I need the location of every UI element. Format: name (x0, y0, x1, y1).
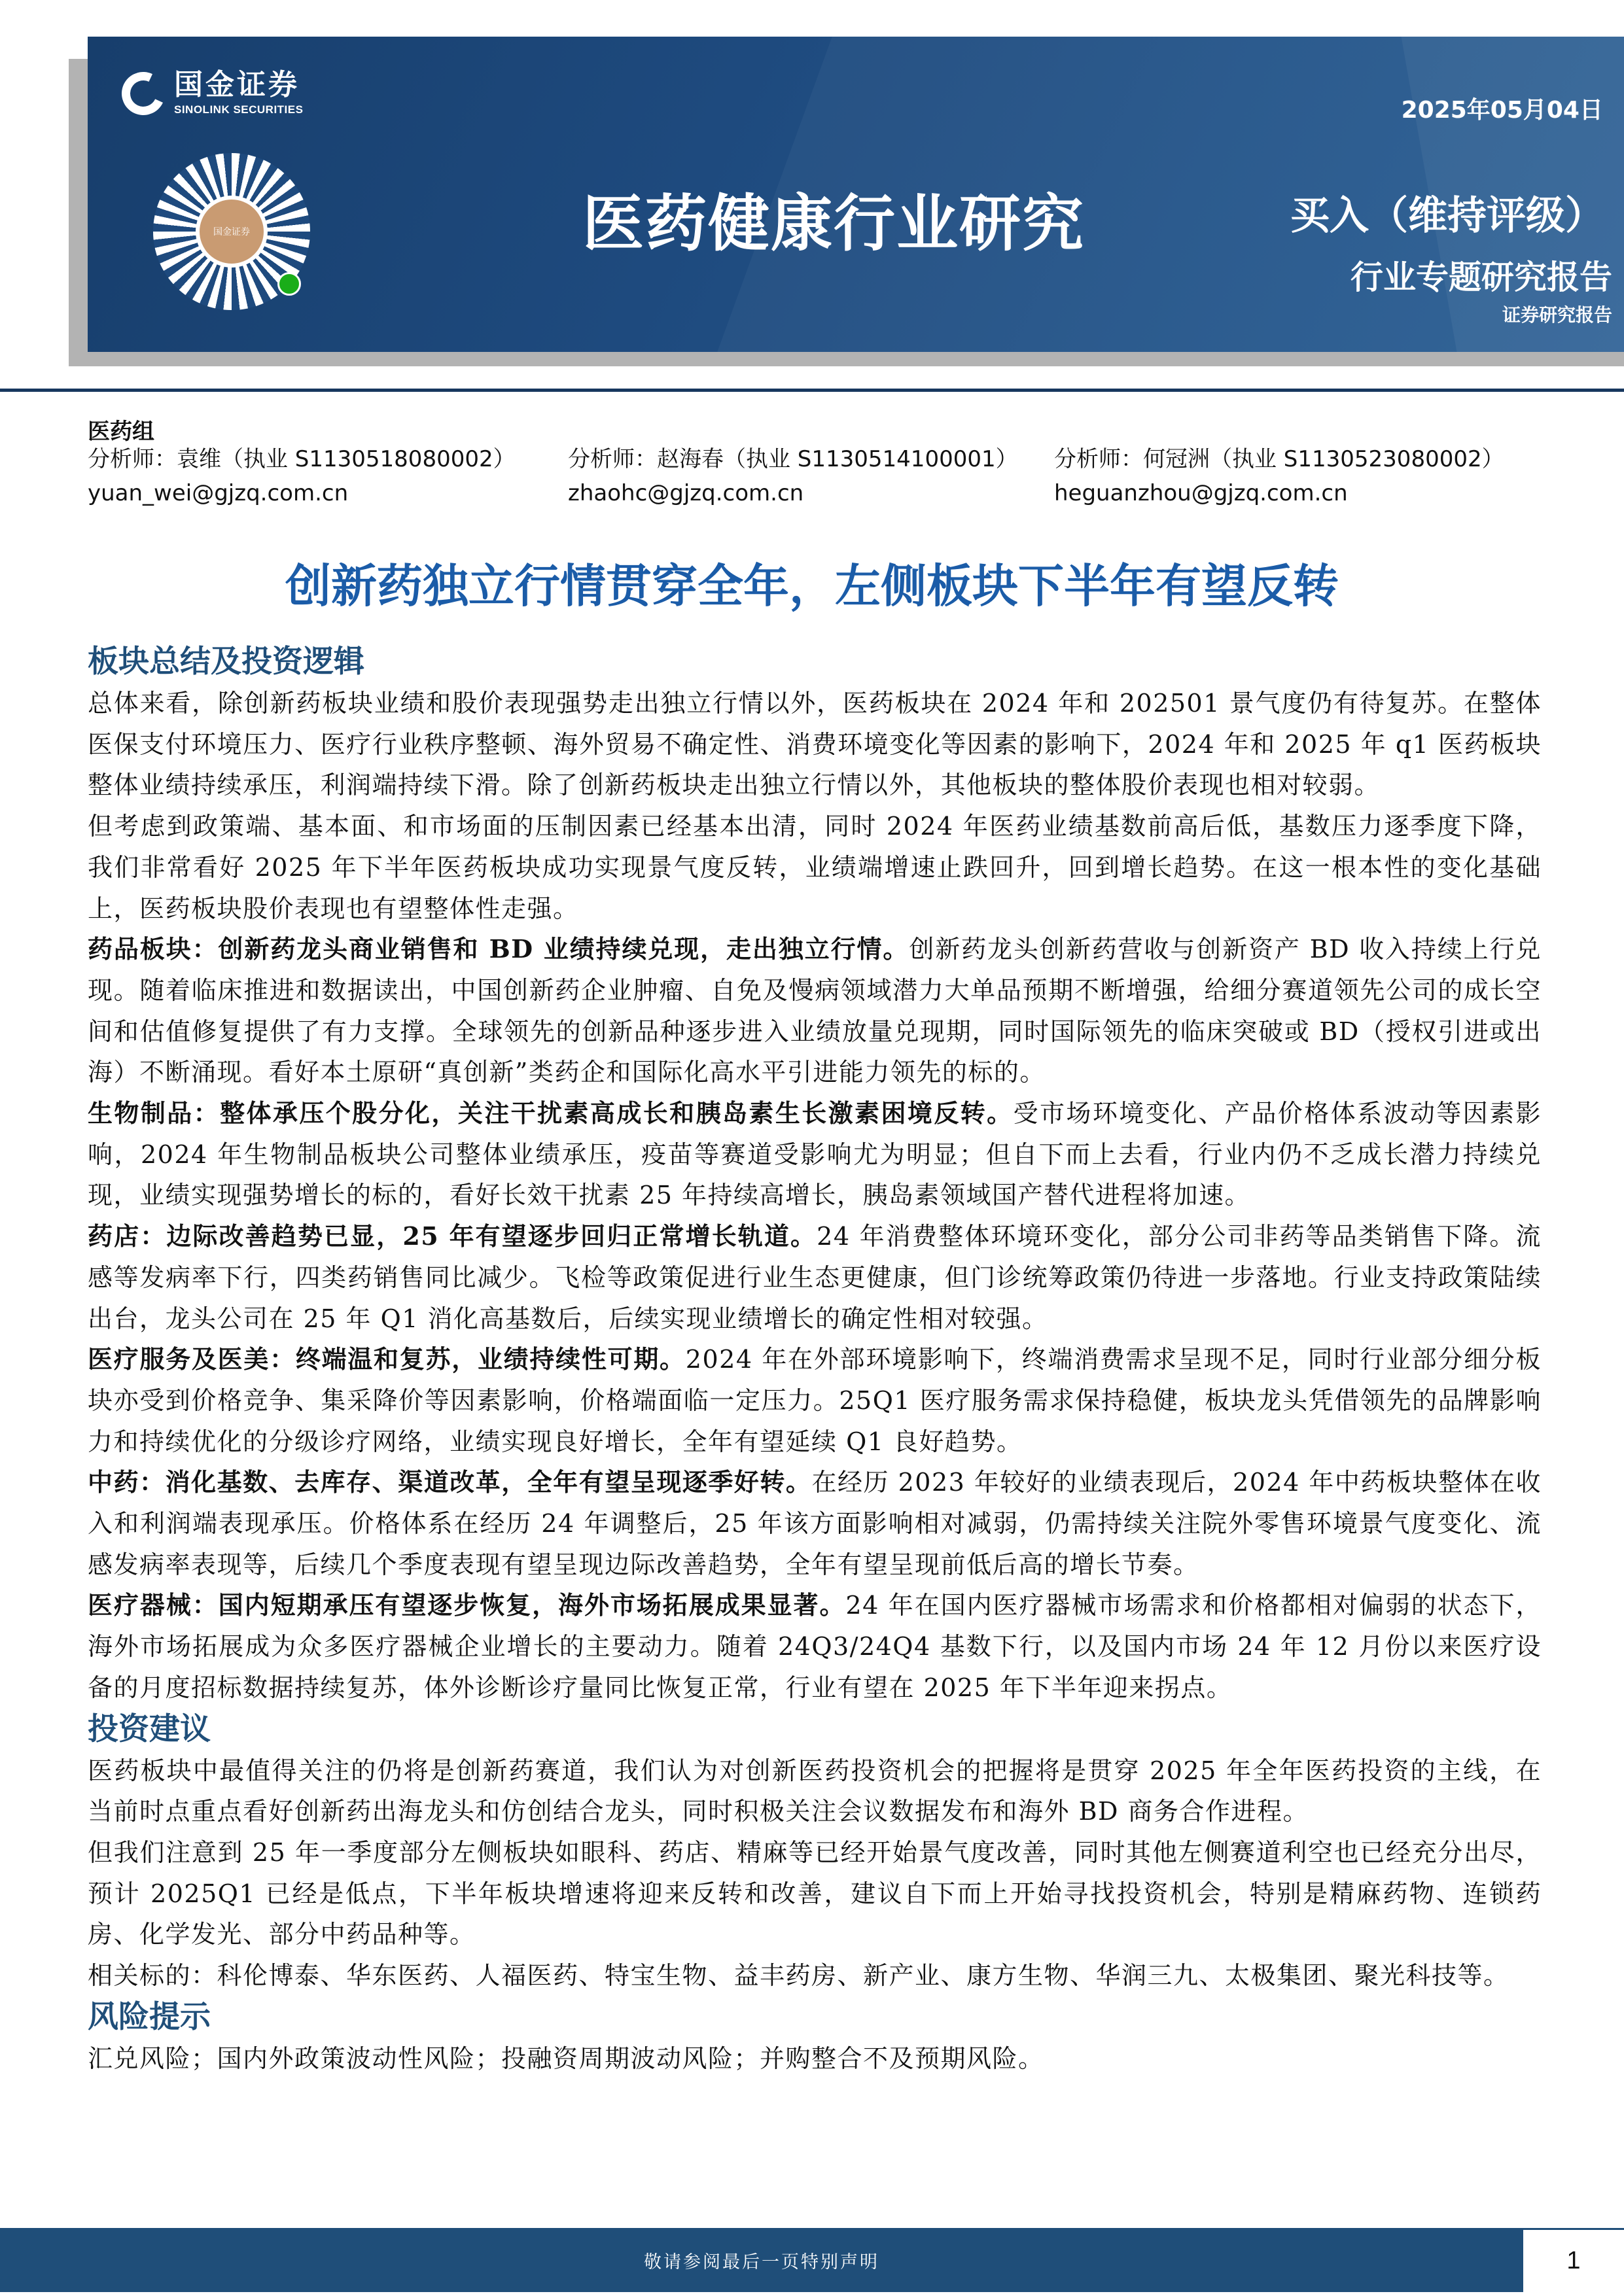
footer-disclaimer: 敬请参阅最后一页特别声明 (0, 2228, 1523, 2292)
paragraph (88, 1462, 1542, 1585)
report-body (88, 641, 1542, 2079)
paragraph (88, 1339, 1542, 1462)
mini-program-icon (277, 272, 301, 296)
paragraph (88, 683, 1542, 806)
logo-mark-icon (116, 66, 171, 122)
paragraph (88, 1955, 1542, 1996)
headline: 创新药独立行情贯穿全年，左侧板块下半年有望反转 (285, 559, 1339, 613)
section-heading: 风险提示 (88, 1998, 211, 2035)
paragraph-lead: 生物制品：整体承压个股分化，关注干扰素高成长和胰岛素生长激素困境反转。 (88, 1098, 1014, 1128)
analyst-email[interactable]: heguanzhou@gjzq.com.cn (1054, 480, 1348, 506)
paragraph-text: 2024 年在外部环境影响下，终端消费需求呈现不足，同时行业部分细分板块亦受到价格竞争、集采降价等因素影响，价格端面临一定压力。25Q1 医疗服务需求保持稳健，板块龙头凭借领先的品牌影响力和持续优化的分级诊疗网络，业绩实现良好增长，全年有望延续 Q1 良好趋势。 (88, 1345, 1542, 1456)
page-number: 1 (1523, 2228, 1624, 2292)
paragraph-text: 但考虑到政策端、基本面、和市场面的压制因素已经基本出清，同时 2024 年医药业绩基数前高后低，基数压力逐季度下降，我们非常看好 2025 年下半年医药板块成功实现景气度反转，业绩端增速止跌回升，回到增长趋势。在这一根本性的变化基础上，医药板块股价表现也有望整体性走强。 (88, 812, 1542, 923)
paragraph (88, 1832, 1542, 1955)
section-heading: 板块总结及投资逻辑 (88, 644, 364, 680)
paragraph (88, 2038, 1542, 2079)
paragraph (88, 1216, 1542, 1339)
paragraph-lead: 中药：消化基数、去库存、渠道改革，全年有望呈现逐季好转。 (88, 1467, 812, 1497)
paragraph-lead: 药品板块：创新药龙头商业销售和 BD 业绩持续兑现，走出独立行情。 (88, 934, 909, 964)
paragraph-text: 24 年消费整体环境环变化，部分公司非药等品类销售下降。流感等发病率下行，四类药销售同比减少。飞检等政策促进行业生态更健康，但门诊统筹政策仍待进一步落地。行业支持政策陆续出台，龙头公司在 25 年 Q1 消化高基数后，后续实现业绩增长的确定性相对较强。 (88, 1222, 1542, 1333)
report-type: 行业专题研究报告 (1350, 258, 1612, 296)
analyst-email[interactable]: zhaohc@gjzq.com.cn (568, 480, 804, 506)
paragraph (88, 806, 1542, 929)
paragraph-text: 医药板块中最值得关注的仍将是创新药赛道，我们认为对创新医药投资机会的把握将是贯穿 2025 年全年医药投资的主线，在当前时点重点看好创新药出海龙头和仿创结合龙头，同时积极关注会议数据发布和海外 BD 商务合作进程。 (88, 1756, 1542, 1826)
paragraph-text: 总体来看，除创新药板块业绩和股价表现强势走出独立行情以外，医药板块在 2024 年和 202501 景气度仍有待复苏。在整体医保支付环境压力、医疗行业秩序整顿、海外贸易不确定性、消费环境变化等因素的影响下，2024 年和 2025 年 q1 医药板块整体业绩持续承压，利润端持续下滑。除了创新药板块走出独立行情以外，其他板块的整体股价表现也相对较弱。 (88, 689, 1542, 800)
paragraph (88, 1585, 1542, 1708)
company-logo: 国金证券 SINOLINK SECURITIES (122, 71, 303, 116)
qr-code-icon: 国金证券 (153, 153, 310, 310)
paragraph-lead: 医疗服务及医美：终端温和复苏，业绩持续性可期。 (88, 1344, 686, 1374)
paragraph (88, 1093, 1542, 1216)
paragraph-text: 但我们注意到 25 年一季度部分左侧板块如眼科、药店、精麻等已经开始景气度改善，同时其他左侧赛道利空也已经充分出尽，预计 2025Q1 已经是低点，下半年板块增速将迎来反转和改善，建议自下而上开始寻找投资机会，特别是精麻药物、连锁药房、化学发光、部分中药品种等。 (88, 1837, 1542, 1949)
report-date: 2025年05月04日 (1401, 97, 1603, 124)
paragraph-text: 创新药龙头创新药营收与创新资产 BD 收入持续上行兑现。随着临床推进和数据读出，中国创新药企业肿瘤、自免及慢病领域潜力大单品预期不断增强，给细分赛道领先公司的成长空间和估值修复提供了有力支撑。全球领先的创新品种逐步进入业绩放量兑现期，同时国际领先的临床突破或 BD（授权引进或出海）不断涌现。看好本土原研“真创新”类药企和国际化高水平引进能力领先的标的。 (88, 935, 1542, 1087)
paragraph-text: 相关标的：科伦博泰、华东医药、人福医药、特宝生物、益丰药房、新产业、康方生物、华润三九、太极集团、聚光科技等。 (88, 1961, 1509, 1991)
divider (0, 389, 1624, 392)
paragraph-lead: 药店：边际改善趋势已显，25 年有望逐步回归正常增长轨道。 (88, 1221, 817, 1251)
team-name: 医药组 (88, 419, 154, 445)
paragraph-text: 受市场环境变化、产品价格体系波动等因素影响，2024 年生物制品板块公司整体业绩承压，疫苗等赛道受影响尤为明显；但自下而上去看，行业内仍不乏成长潜力持续兑现，业绩实现强势增长的标的，看好长效干扰素 25 年持续高增长，胰岛素领域国产替代进程将加速。 (88, 1099, 1542, 1210)
paragraph-text: 24 年在国内医疗器械市场需求和价格都相对偏弱的状态下，海外市场拓展成为众多医疗器械企业增长的主要动力。随着 24Q3/24Q4 基数下行，以及国内市场 24 年 12 月份以来医疗设备的月度招标数据持续复苏，体外诊断诊疗量同比恢复正常，行业有望在 2025 年下半年迎来拐点。 (88, 1591, 1542, 1702)
analyst-email[interactable]: yuan_wei@gjzq.com.cn (88, 480, 349, 506)
analyst-2: 分析师：赵海春（执业 S1130514100001） zhaohc@gjzq.com.cn (568, 442, 1018, 510)
analyst-3: 分析师：何冠洲（执业 S1130523080002） heguanzhou@gjzq.com.cn (1054, 442, 1504, 510)
paragraph-text: 在经历 2023 年较好的业绩表现后，2024 年中药板块整体在收入和利润端表现承压。价格体系在经历 24 年调整后，25 年该方面影响相对减弱，仍需持续关注院外零售环境景气度变化、流感发病率表现等，后续几个季度表现有望呈现边际改善趋势，全年有望呈现前低后高的增长节奏。 (88, 1468, 1542, 1579)
report-title: 医药健康行业研究 (582, 188, 1086, 260)
rating: 买入（维持评级） (1290, 193, 1604, 239)
paragraph-lead: 医疗器械：国内短期承压有望逐步恢复，海外市场拓展成果显著。 (88, 1590, 846, 1620)
report-category: 证券研究报告 (1502, 304, 1612, 326)
analyst-1: 分析师：袁维（执业 S1130518080002） yuan_wei@gjzq.com.cn (88, 442, 516, 510)
paragraph-text: 汇兑风险；国内外政策波动性风险；投融资周期波动风险；并购整合不及预期风险。 (88, 2044, 1044, 2073)
section-heading: 投资建议 (88, 1711, 211, 1747)
report-banner (88, 37, 1624, 352)
paragraph (88, 929, 1542, 1093)
paragraph (88, 1750, 1542, 1832)
